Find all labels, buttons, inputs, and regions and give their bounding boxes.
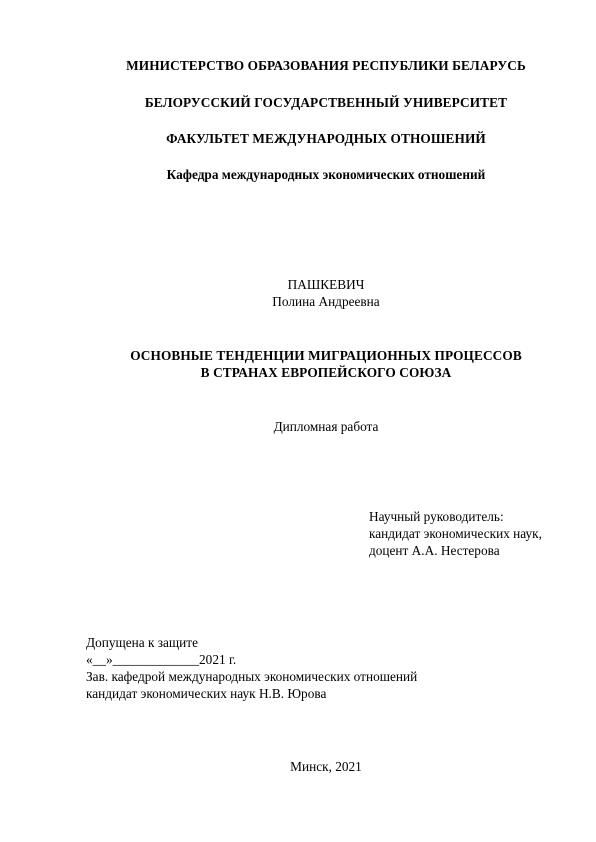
thesis-title-line-2: В СТРАНАХ ЕВРОПЕЙСКОГО СОЮЗА	[200, 365, 452, 380]
supervisor-degree: кандидат экономических наук,	[369, 526, 542, 541]
supervisor-name: доцент А.А. Нестерова	[369, 543, 500, 558]
approval-admitted: Допущена к защите	[86, 635, 198, 650]
university-heading: БЕЛОРУССКИЙ ГОСУДАРСТВЕННЫЙ УНИВЕРСИТЕТ	[144, 95, 508, 110]
thesis-type: Дипломная работа	[273, 419, 379, 434]
city-year: Минск, 2021	[290, 759, 362, 774]
approval-head-name: кандидат экономических наук Н.В. Юрова	[86, 686, 327, 701]
author-surname: ПАШКЕВИЧ	[287, 277, 365, 292]
supervisor-label: Научный руководитель:	[369, 509, 504, 524]
author-name: Полина Андреевна	[272, 294, 380, 309]
thesis-title-line-1: ОСНОВНЫЕ ТЕНДЕНЦИИ МИГРАЦИОННЫХ ПРОЦЕССОВ	[130, 348, 522, 363]
faculty-heading: ФАКУЛЬТЕТ МЕЖДУНАРОДНЫХ ОТНОШЕНИЙ	[166, 131, 486, 146]
approval-date-line: «__»_____________2021 г.	[86, 652, 237, 667]
approval-head-position: Зав. кафедрой международных экономических отношений	[86, 669, 418, 684]
department-heading: Кафедра международных экономических отношений	[166, 167, 486, 182]
ministry-heading: МИНИСТЕРСТВО ОБРАЗОВАНИЯ РЕСПУБЛИКИ БЕЛАРУСЬ	[126, 58, 526, 73]
